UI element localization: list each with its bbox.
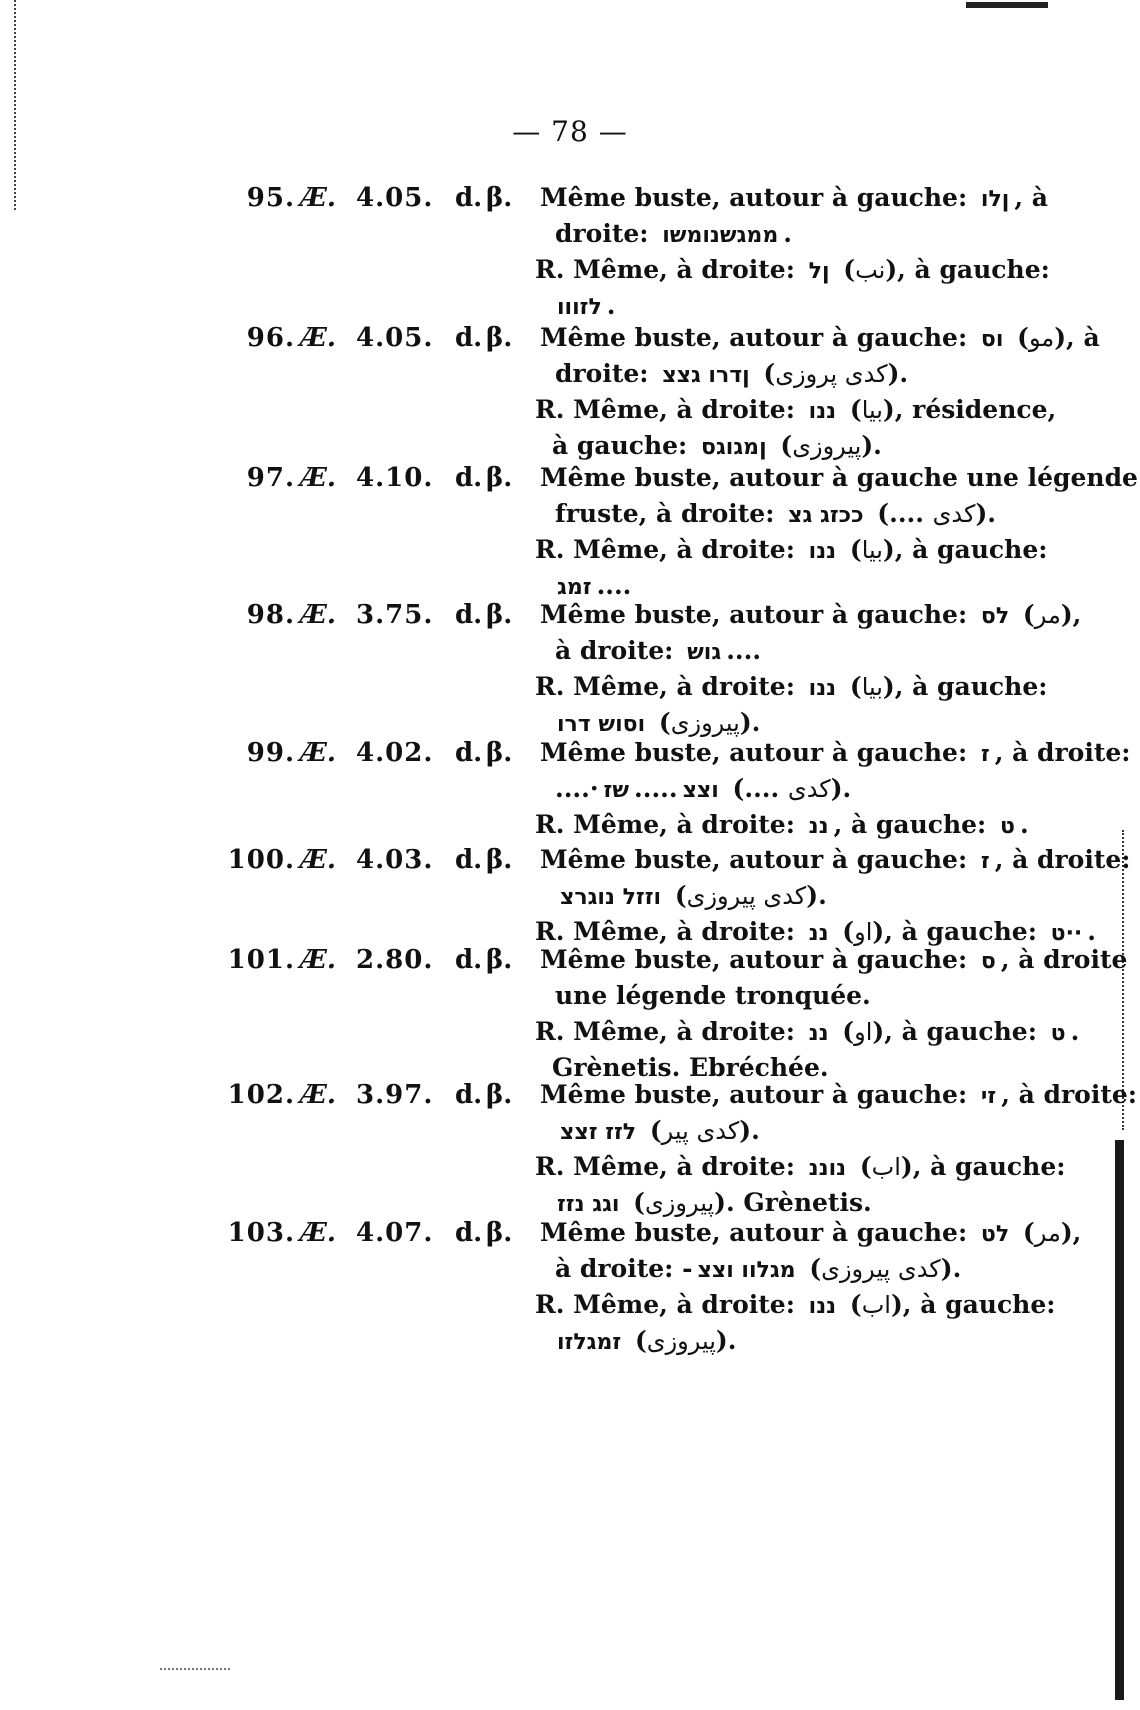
pahlavi-legend: שז [603,778,630,803]
description-text: (.... [723,774,788,803]
description-text: Même buste, autour à gauche une légende [540,463,1138,492]
entry-number: 99. [246,738,295,768]
entry-weight: 4.03. [356,845,434,875]
reverse-description-line [552,1053,829,1082]
obverse-description-line [555,499,996,528]
pahlavi-legend: ככזג גצ [788,503,864,528]
description-text: ). [830,774,852,803]
arabic-transcription: کدی پیروزی [821,1255,941,1283]
entry-direction: d. [455,1218,483,1248]
pahlavi-legend: וגג נזז [557,1192,620,1217]
entry-weight: 4.02. [356,738,434,768]
entry-weight: 2.80. [356,945,434,975]
description-text: Même buste, autour à gauche: [540,738,976,767]
pahlavi-legend: נוננ [808,1156,847,1181]
reverse-description-line [552,431,882,460]
entry-beta: β. [486,463,513,493]
obverse-description-line [555,981,871,1010]
pahlavi-legend: ננו [808,1294,837,1319]
entry-number: 98. [246,600,295,630]
description-text: Grènetis. Ebréchée. [552,1053,829,1082]
reverse-description-line [535,810,1029,839]
description-text: ( [841,535,862,564]
obverse-description-line [540,1080,1137,1109]
description-text: ). [739,1116,760,1145]
entry-weight: 4.05. [356,183,434,213]
pahlavi-legend: ס [980,949,996,974]
obverse-description-line [540,600,1081,629]
description-text: ), à gauche: [882,672,1048,701]
arabic-transcription: مو [1028,324,1055,352]
description-text: ). [940,1254,962,1283]
description-text: , à droite: [994,845,1131,874]
arabic-transcription: کدی پیروزی [686,882,807,910]
entry-beta: β. [486,945,513,975]
description-text: ). [887,359,909,388]
description-text: ), résidence, [882,395,1057,424]
entry-metal: Æ. [300,600,336,630]
description-text: . [783,219,792,248]
arabic-transcription: پیروزی [645,1189,715,1217]
pahlavi-legend: גוש [687,640,722,665]
description-text: Même buste, autour à gauche: [540,600,976,629]
description-text: , à droite: [1001,1080,1138,1109]
description-text: (.... [868,499,933,528]
description-text: ( [650,708,671,737]
description-text: R. Même, à droite: [535,535,804,564]
entry-metal: Æ. [300,1080,336,1110]
description-text: Même buste, autour à gauche: [540,183,976,212]
arabic-transcription: کدی [932,500,976,528]
reverse-description-line [535,1290,1055,1319]
pahlavi-legend: ננו [808,539,837,564]
entry-number: 96. [246,323,295,353]
obverse-description-line [540,1218,1081,1247]
pahlavi-legend: ז [980,742,990,767]
description-text: ( [841,672,862,701]
entry-metal: Æ. [300,845,336,875]
pahlavi-legend: ןלו [980,187,1010,212]
pahlavi-legend: ז [980,849,990,874]
description-text: Même buste, autour à gauche: [540,1080,976,1109]
description-text: R. Même, à droite: [535,1152,804,1181]
reverse-description-line [535,672,1047,701]
page-number: — 78 — [512,115,628,148]
description-text: . [1070,1017,1080,1046]
entry-number: 95. [246,183,295,213]
reverse-description-line [552,571,631,600]
entry-beta: β. [486,183,513,213]
entry-beta: β. [486,845,513,875]
pahlavi-legend: ןדרו גצצ [662,363,750,388]
description-text: ( [851,1152,872,1181]
description-text: ), à gauche: [900,1152,1066,1181]
pahlavi-legend: ננו [808,399,837,424]
obverse-description-line [540,463,1138,492]
pahlavi-legend: ןל [808,259,830,284]
pahlavi-legend: וזזל נוגרצ [560,885,662,910]
entry-direction: d. [455,1080,483,1110]
reverse-description-line [552,1326,736,1355]
description-text: ( [624,1188,646,1217]
description-text: ( [833,1017,855,1046]
description-text: ). [715,1326,737,1355]
reverse-description-line [535,917,1096,946]
entry-metal: Æ. [300,183,336,213]
description-text: à gauche: [552,431,696,460]
description-text: .... [726,636,762,665]
entry-direction: d. [455,945,483,975]
description-text: ), [1060,1218,1082,1247]
entry-beta: β. [486,1218,513,1248]
description-text: , à droite: [994,738,1131,767]
reverse-description-line [552,291,616,320]
arabic-transcription: بیا [861,673,883,701]
arabic-transcription: اب [861,1291,891,1319]
description-text: ), à gauche: [872,917,1046,946]
entry-direction: d. [455,323,483,353]
reverse-description-line [535,255,1050,284]
arabic-transcription: مر [1034,1219,1061,1247]
obverse-description-line [555,636,761,665]
entry-beta: β. [486,738,513,768]
description-text: ), à gauche: [885,255,1050,284]
obverse-description-line [540,183,1048,212]
description-text: Même buste, autour à gauche: [540,845,976,874]
pahlavi-legend: וס [980,327,1004,352]
arabic-transcription: پیروزی [670,709,740,737]
entry-number: 97. [246,463,295,493]
reverse-description-line [535,395,1056,424]
entry-metal: Æ. [300,463,336,493]
pahlavi-legend: לזווו [557,295,602,320]
description-text: ( [771,431,793,460]
pahlavi-legend: ננ [808,1021,829,1046]
arabic-transcription: کدی پیر [661,1117,740,1145]
pahlavi-legend: זמג [557,575,592,600]
entry-beta: β. [486,323,513,353]
description-text: R. Même, à droite: [535,917,804,946]
entry-direction: d. [455,845,483,875]
obverse-description-line [555,881,827,910]
description-text: R. Même, à droite: [535,1290,804,1319]
description-text: droite: [555,359,658,388]
arabic-transcription: پیروزی [646,1327,716,1355]
obverse-description-line [555,1254,961,1283]
description-text: ( [754,359,776,388]
entry-weight: 3.75. [356,600,434,630]
entry-number: 100. [227,845,295,875]
description-text: à droite: [555,636,683,665]
description-text: ( [833,917,855,946]
description-text: ..... [634,774,678,803]
entry-direction: d. [455,600,483,630]
description-text: Même buste, autour à gauche: [540,323,976,352]
obverse-description-line [555,1116,760,1145]
entry-metal: Æ. [300,738,336,768]
pahlavi-legend: לס [980,604,1010,629]
obverse-description-line [540,323,1100,352]
entry-number: 102. [227,1080,295,1110]
description-text: , à [1014,183,1048,212]
arabic-transcription: کدی پروزی [775,360,888,388]
description-text: à droite: - [555,1254,693,1283]
description-text: , à droite [1000,945,1128,974]
arabic-transcription: او [854,918,873,946]
description-text: .... [596,571,632,600]
description-text: ( [1014,600,1035,629]
description-text: ). [806,881,827,910]
pahlavi-legend: ננ [808,814,829,839]
description-text: ( [841,1290,862,1319]
pahlavi-legend: זי [980,1084,997,1109]
entry-weight: 3.97. [356,1080,434,1110]
description-text: R. Même, à droite: [535,672,804,701]
arabic-transcription: نب [855,256,886,284]
description-text: , à gauche: [833,810,995,839]
entry-weight: 4.10. [356,463,434,493]
description-text: Même buste, autour à gauche: [540,1218,976,1247]
obverse-description-line [540,845,1131,874]
description-text: ), à gauche: [890,1290,1056,1319]
description-text: droite: [555,219,658,248]
pahlavi-legend: זמגלזו [557,1330,622,1355]
description-text: . [1087,917,1097,946]
obverse-description-line [540,945,1127,974]
description-text: ( [1014,1218,1035,1247]
description-text: ( [800,1254,822,1283]
reverse-description-line [552,708,760,737]
entry-direction: d. [455,738,483,768]
reverse-description-line [535,535,1047,564]
pahlavi-legend: ט [999,814,1015,839]
pahlavi-legend: ןמגוגס [701,435,767,460]
pahlavi-legend: ט [1050,1021,1066,1046]
obverse-description-line [555,219,792,248]
pahlavi-legend: לט [980,1222,1010,1247]
arabic-transcription: او [854,1018,873,1046]
reverse-description-line [552,1188,872,1217]
description-text: . [606,291,616,320]
description-text: une légende tronquée. [555,981,871,1010]
arabic-transcription: پیروزی [792,432,862,460]
arabic-transcription: کدی [787,775,831,803]
description-text: ( [626,1326,647,1355]
pahlavi-legend: ממגשנומשו [662,223,779,248]
reverse-description-line [535,1152,1065,1181]
description-text: ), à gauche: [872,1017,1046,1046]
description-text: ). [975,499,996,528]
description-text: . [1019,810,1029,839]
pahlavi-legend: וסוש דרו [557,712,646,737]
entry-beta: β. [486,1080,513,1110]
pahlavi-legend: וצצ [682,778,719,803]
description-text: ), à gauche: [882,535,1048,564]
obverse-description-line [555,359,908,388]
description-text: ), [1060,600,1082,629]
entry-weight: 4.07. [356,1218,434,1248]
pahlavi-legend: ננ [808,921,829,946]
entry-metal: Æ. [300,945,336,975]
description-text: R. Même, à droite: [535,1017,804,1046]
description-text: ( [1008,323,1029,352]
description-text: R. Même, à droite: [535,395,804,424]
pahlavi-legend: ··ט [1050,921,1083,946]
entry-beta: β. [486,600,513,630]
pahlavi-legend: מגלוו וצצ [697,1258,796,1283]
entry-weight: 4.05. [356,323,434,353]
description-text: R. Même, à droite: [535,255,804,284]
obverse-description-line [555,774,851,803]
description-text: fruste, à droite: [555,499,784,528]
pahlavi-legend: לזז זצצ [560,1120,637,1145]
description-text: ....· [555,774,599,803]
description-text: ( [666,881,687,910]
entry-number: 101. [227,945,295,975]
description-text: R. Même, à droite: [535,810,804,839]
entry-metal: Æ. [300,1218,336,1248]
entry-direction: d. [455,463,483,493]
description-text: ). Grènetis. [714,1188,872,1217]
entry-direction: d. [455,183,483,213]
description-text: Même buste, autour à gauche: [540,945,976,974]
arabic-transcription: مر [1034,601,1061,629]
obverse-description-line [540,738,1131,767]
pahlavi-legend: ננו [808,676,837,701]
arabic-transcription: اب [871,1153,901,1181]
description-text: ), à [1054,323,1100,352]
arabic-transcription: بیا [861,536,883,564]
entry-metal: Æ. [300,323,336,353]
description-text: ( [834,255,856,284]
description-text: ( [641,1116,662,1145]
description-text: ). [861,431,882,460]
arabic-transcription: بیا [861,396,883,424]
description-text: ). [739,708,761,737]
entry-number: 103. [227,1218,295,1248]
reverse-description-line [535,1017,1079,1046]
description-text: ( [841,395,862,424]
